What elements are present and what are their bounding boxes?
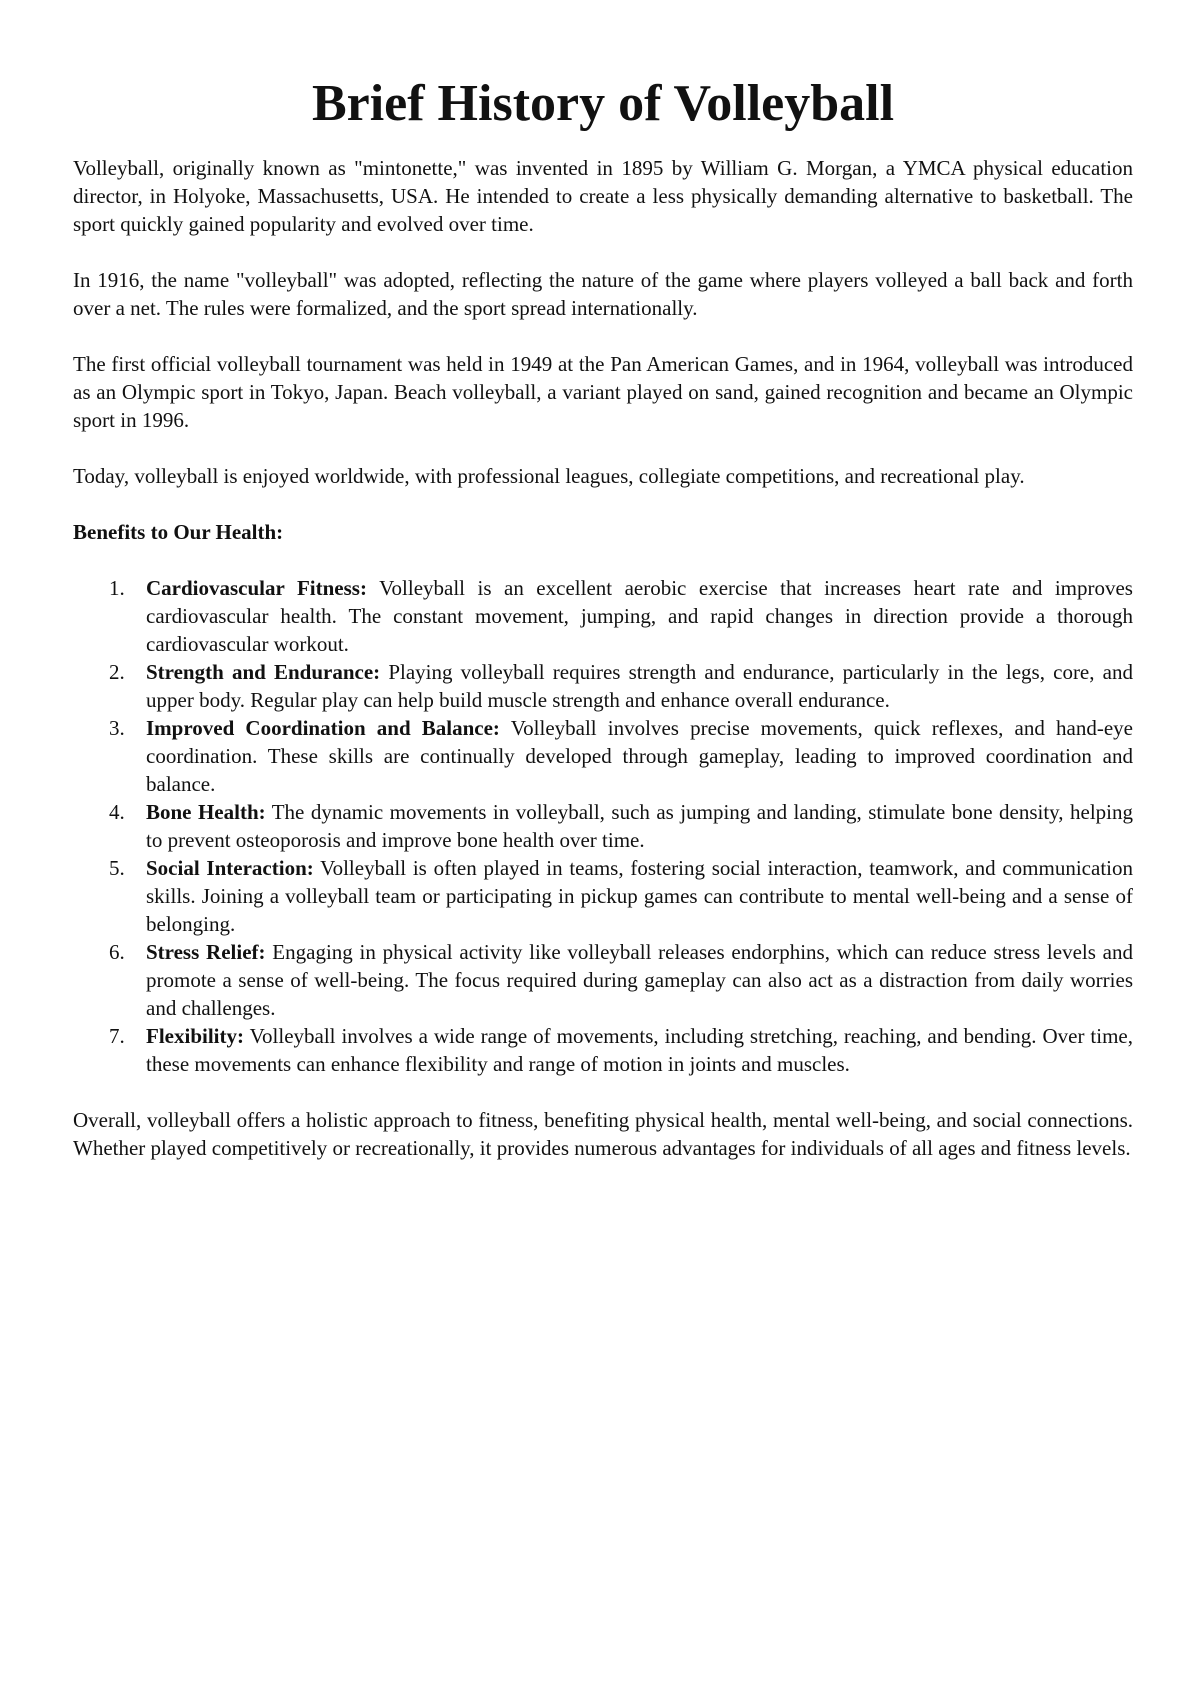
document-page [73,72,1133,1190]
benefit-text: The dynamic movements in volleyball, such as jumping and landing, stimulate bone density, helping to prevent osteoporosis and improve bone health over time. [146,800,1133,852]
benefit-text: Volleyball involves a wide range of movements, including stretching, reaching, and bending. Over time, these movements can enhance flexibility and range of motion in joints and muscles. [146,1024,1133,1076]
benefit-title: Improved Coordination and Balance: [146,716,500,740]
benefit-title: Flexibility: [146,1024,244,1048]
benefit-item-bone-health [73,798,1133,854]
history-paragraph-name: In 1916, the name "volleyball" was adopted, reflecting the nature of the game where players volleyed a ball back and forth over a net. The rules were formalized, and the sport spread internationally. [73,268,1133,320]
benefit-number: 7. [109,1024,125,1048]
benefit-title: Social Interaction: [146,856,314,880]
benefit-item-strength [73,658,1133,714]
benefit-text: Playing volleyball requires strength and endurance, particularly in the legs, core, and upper body. Regular play can help build muscle strength and enhance overall endurance. [146,660,1133,712]
benefits-heading: Benefits to Our Health: [73,520,284,544]
benefit-item-flexibility [73,1022,1133,1078]
benefit-title: Cardiovascular Fitness: [146,576,367,600]
benefit-text: Volleyball is an excellent aerobic exercise that increases heart rate and improves cardiovascular health. The constant movement, jumping, and rapid changes in direction provide a thorough cardiovascular workout. [146,576,1133,656]
benefit-number: 5. [109,856,125,880]
benefit-number: 2. [109,660,125,684]
benefit-text: Engaging in physical activity like volleyball releases endorphins, which can reduce stress levels and promote a sense of well-being. The focus required during gameplay can also act as a distraction from daily worries and challenges. [146,940,1133,1020]
benefit-title: Strength and Endurance: [146,660,381,684]
history-paragraph-today: Today, volleyball is enjoyed worldwide, with professional leagues, collegiate competitions, and recreational play. [73,464,1025,488]
history-paragraph-olympics: The first official volleyball tournament was held in 1949 at the Pan American Games, and in 1964, volleyball was introduced as an Olympic sport in Tokyo, Japan. Beach volleyball, a variant played on sand, gained recognition and became an Olympic sport in 1996. [73,352,1133,432]
benefit-text: Volleyball involves precise movements, quick reflexes, and hand-eye coordination. These skills are continually developed through gameplay, leading to improved coordination and balance. [146,716,1133,796]
benefit-number: 3. [109,716,125,740]
history-paragraph-origin: Volleyball, originally known as "mintonette," was invented in 1895 by William G. Morgan, a YMCA physical education director, in Holyoke, Massachusetts, USA. He intended to create a less physically demanding alternative to basketball. The sport quickly gained popularity and evolved over time. [73,156,1133,236]
benefit-item-cardiovascular [73,574,1133,658]
benefit-number: 6. [109,940,125,964]
benefit-item-stress [73,938,1133,1022]
benefit-item-social [73,854,1133,938]
benefit-number: 4. [109,800,125,824]
benefit-number: 1. [109,576,125,600]
benefit-text: Volleyball is often played in teams, fostering social interaction, teamwork, and communication skills. Joining a volleyball team or participating in pickup games can contribute to mental well-being and a sense of belonging. [146,856,1133,936]
document-title: Brief History of Volleyball [311,75,895,132]
benefits-list [73,574,1133,1078]
benefit-title: Bone Health: [146,800,266,824]
benefit-item-coordination [73,714,1133,798]
benefit-title: Stress Relief: [146,940,266,964]
conclusion-paragraph: Overall, volleyball offers a holistic approach to fitness, benefiting physical health, mental well-being, and social connections. Whether played competitively or recreationally, it provides numerous advantages for individuals of all ages and fitness levels. [73,1108,1133,1160]
